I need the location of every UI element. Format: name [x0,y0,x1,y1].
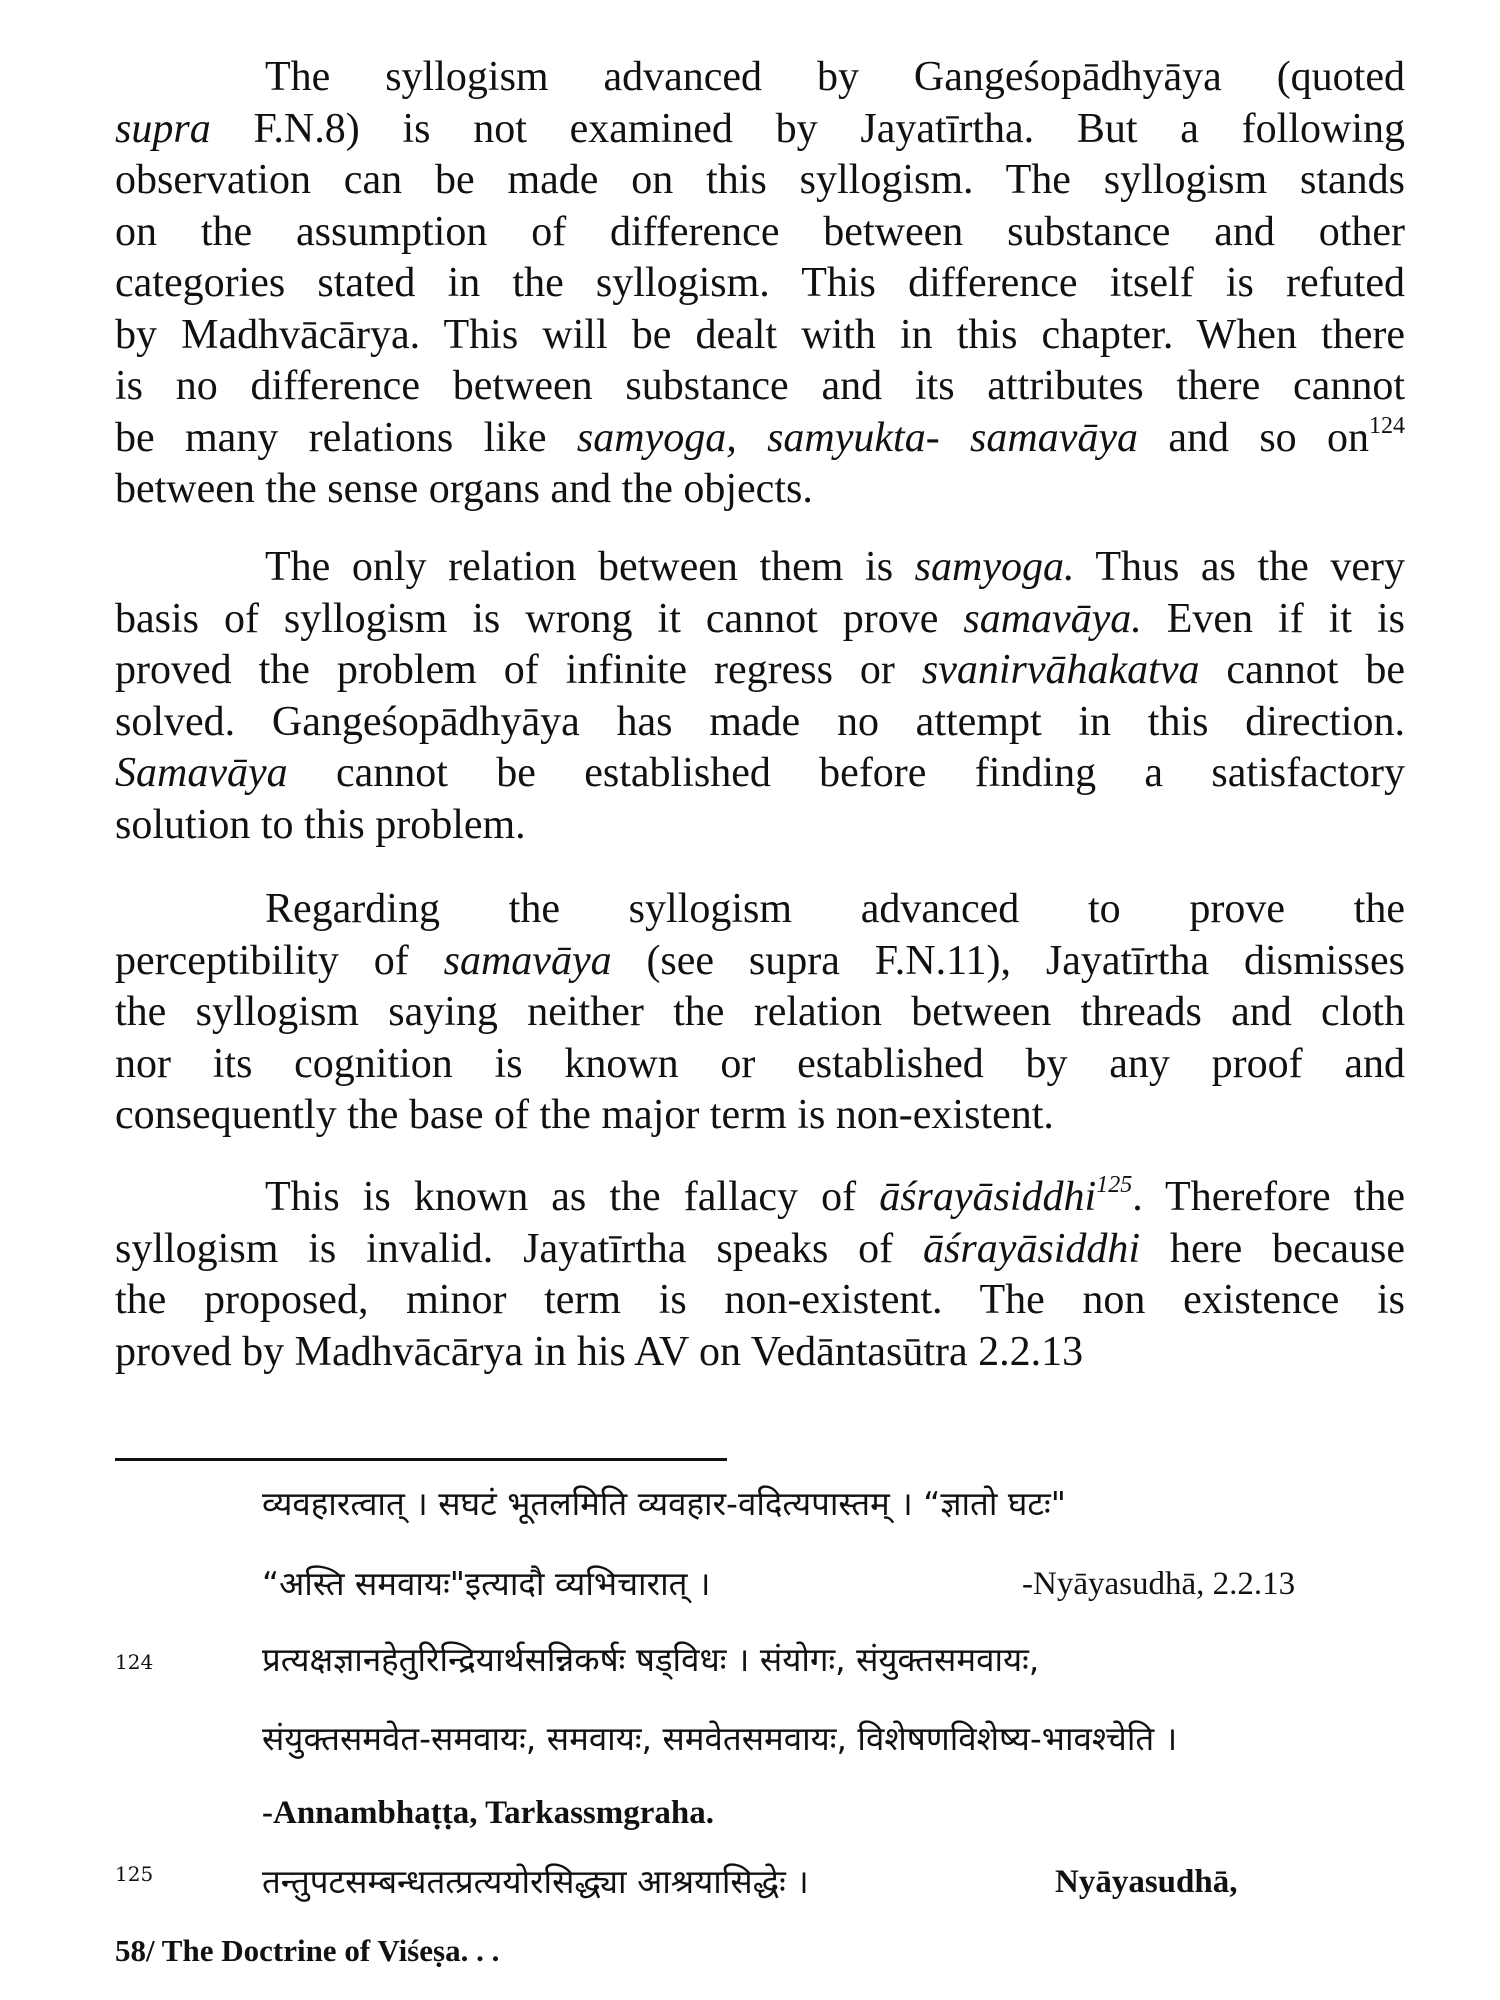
text-run: . Therefore the [1132,1174,1405,1220]
italic-term: samavāya. [963,595,1142,642]
text-run: Thus as the very [1074,544,1405,590]
text-run: on the assumption of difference between substance and other [115,208,1405,255]
footnote-125-line-1: तन्तुपटसम्बन्धतत्प्रत्ययोरसिद्ध्या आश्रयासिद्धेः । [262,1862,809,1901]
text-run: by Madhvācārya. This will be dealt with in this chapter. When there [115,311,1405,358]
text-run: proved the problem of infinite regress or [115,647,922,693]
text-line [115,1172,1405,1224]
text-run: perceptibility of [115,937,444,984]
paragraph-1 [115,52,1405,516]
text-run: This is known as the fallacy of [265,1174,880,1220]
text-line [115,310,1405,362]
text-line [115,748,1405,800]
text-run: The syllogism advanced by Gangeśopādhyāya (quoted [265,54,1405,100]
text-run: solution to this problem. [115,801,526,848]
text-line [115,697,1405,749]
text-line [115,1224,1405,1276]
text-run: solved. Gangeśopādhyāya has made no attempt in this direction. [115,698,1405,745]
text-run: The only relation between them is [265,544,915,590]
text-run: cannot be established before finding a satisfactory [287,750,1405,796]
text-run: basis of syllogism is wrong it cannot prove [115,595,964,642]
text-line [115,52,1405,104]
text-run: syllogism is invalid. Jayatīrtha speaks of [115,1225,924,1272]
footnote-125-source: Nyāyasudhā, [1055,1864,1238,1900]
text-run: the proposed, minor term is non-existent. The non existence is [115,1277,1405,1323]
running-footer: 58/ The Doctrine of Viśeṣa. . . [115,1933,500,1968]
text-line [115,104,1405,156]
text-run: is no difference between substance and its attributes there cannot [115,363,1405,409]
text-line [115,1327,1405,1379]
text-line [115,361,1405,413]
italic-term: supra [115,105,211,152]
text-run: and so on [1138,414,1370,461]
text-line [115,1275,1405,1327]
italic-term: āśrayāsiddhi [923,1225,1141,1272]
text-run: proved by Madhvācārya in his AV on Vedāntasūtra 2.2.13 [115,1328,1084,1375]
text-line [115,1090,1405,1142]
text-run: between the sense organs and the objects. [115,466,813,512]
footnote-continued-line-2: “अस्ति समवायः"इत्यादौ व्यभिचारात् । [262,1564,711,1603]
footnote-continued-source: -Nyāyasudhā, 2.2.13 [1022,1566,1296,1602]
footnote-124-line-2: संयुक्तसमवेत-समवायः, समवायः, समवेतसमवायः, विशेषणविशेष्य-भावश्चेति । [262,1719,1178,1758]
text-run: Regarding the syllogism advanced to prove the [265,886,1405,932]
italic-term: āśrayāsiddhi [879,1174,1097,1220]
text-run: here because [1140,1225,1406,1272]
paragraph-4 [115,1172,1405,1378]
footnote-124-source: -Annambhaṭṭa, Tarkassmgraha. [262,1795,715,1831]
text-line [115,800,1405,852]
italic-term: samavāya [443,937,612,984]
text-line [115,413,1405,465]
footnote-ref: 125 [1096,1172,1133,1198]
footnote-ref: 124 [1369,412,1406,439]
text-line [115,464,1405,516]
text-line [115,1039,1405,1091]
text-line [115,207,1405,259]
text-run: cannot be [1199,647,1405,693]
text-line [115,542,1405,594]
text-line [115,884,1405,936]
text-run: consequently the base of the major term is non-existent. [115,1092,1054,1138]
text-line [115,594,1405,646]
text-line [115,155,1405,207]
italic-term: Samavāya [115,750,288,796]
text-run: Even if it is [1141,595,1405,642]
footnote-125-number: 125 [115,1862,154,1886]
text-line [115,645,1405,697]
text-line [115,987,1405,1039]
text-run: nor its cognition is known or established by any proof and [115,1040,1405,1087]
footnote-separator [115,1458,727,1461]
italic-term: svanirvāhakatva [921,647,1200,693]
text-run: be many relations like [115,414,577,461]
text-line [115,258,1405,310]
text-run: (see supra F.N.11), Jayatīrtha dismisses [611,937,1405,984]
text-line [115,936,1405,988]
text-run: F.N.8) is not examined by Jayatīrtha. But a following [210,105,1405,152]
text-run: the syllogism saying neither the relation between threads and cloth [115,989,1405,1035]
footnote-124-number: 124 [115,1650,154,1674]
footnote-124-line-1: प्रत्यक्षज्ञानहेतुरिन्द्रियार्थसन्निकर्षः षड्विधः । संयोगः, संयुक्तसमवायः, [262,1640,1040,1679]
italic-term: samyoga. [914,544,1075,590]
paragraph-2 [115,542,1405,851]
footnote-continued-line-1: व्यवहारत्वात् । सघटं भूतलमिति व्यवहार-वदित्यपास्तम् । “ज्ञातो घटः" [262,1484,1066,1523]
italic-term: samyoga, samyukta- samavāya [576,414,1138,461]
text-run: observation can be made on this syllogism. The syllogism stands [115,157,1405,203]
text-run: categories stated in the syllogism. This difference itself is refuted [115,260,1405,306]
paragraph-3 [115,884,1405,1142]
